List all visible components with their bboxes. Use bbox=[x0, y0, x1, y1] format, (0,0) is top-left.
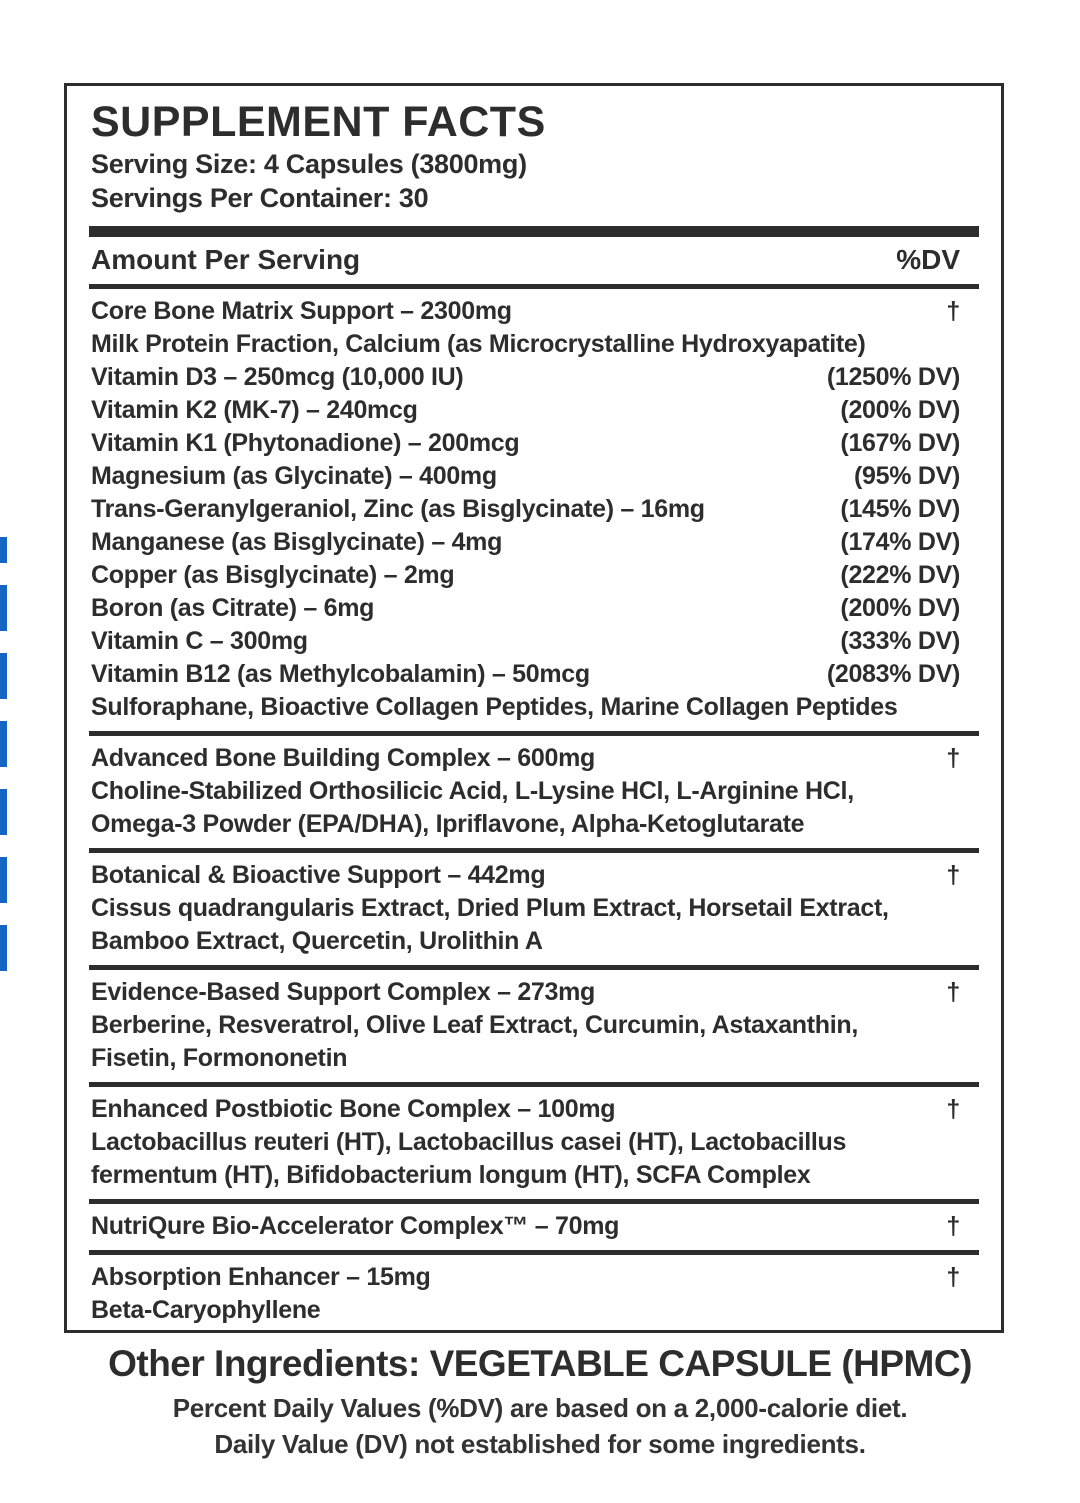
other-ingredients-line: Other Ingredients: VEGETABLE CAPSULE (HPMC) bbox=[108, 1343, 972, 1384]
ingredient-dv-value: (1250% DV) bbox=[826, 363, 960, 392]
ingredient-row bbox=[89, 1009, 979, 1042]
servings-per-container: Servings Per Container: 30 bbox=[91, 183, 429, 214]
ingredient-name: Advanced Bone Building Complex – 600mg bbox=[91, 744, 595, 773]
ingredient-dv-value: † bbox=[946, 1263, 960, 1292]
ingredient-row bbox=[89, 808, 979, 841]
ingredient-name: Magnesium (as Glycinate) – 400mg bbox=[91, 462, 497, 491]
ingredient-name: Choline-Stabilized Orthosilicic Acid, L-Lysine HCl, L-Arginine HCl, bbox=[91, 777, 854, 806]
ingredient-dv-value: † bbox=[946, 861, 960, 890]
ingredient-section bbox=[89, 289, 979, 731]
ingredient-section bbox=[89, 965, 979, 1082]
ingredient-name: Omega-3 Powder (EPA/DHA), Ipriflavone, Alpha-Ketoglutarate bbox=[91, 810, 805, 839]
ingredient-row bbox=[89, 460, 979, 493]
ingredient-row bbox=[89, 394, 979, 427]
ingredient-dv-value: (174% DV) bbox=[840, 528, 960, 557]
ingredient-name: Vitamin K2 (MK-7) – 240mcg bbox=[91, 396, 418, 425]
ingredient-dv-value: † bbox=[946, 744, 960, 773]
ingredient-name: fermentum (HT), Bifidobacterium longum (HT), SCFA Complex bbox=[91, 1161, 811, 1190]
ingredient-row bbox=[89, 559, 979, 592]
footnote-dv-not-established: Daily Value (DV) not established for some ingredients. bbox=[214, 1429, 866, 1459]
ingredient-name: Evidence-Based Support Complex – 273mg bbox=[91, 978, 596, 1007]
ingredient-dv-value: (333% DV) bbox=[840, 627, 960, 656]
ingredient-name: Vitamin B12 (as Methylcobalamin) – 50mcg bbox=[91, 660, 590, 689]
ingredient-section bbox=[89, 731, 979, 848]
footer bbox=[0, 1338, 1080, 1462]
ingredient-name: Botanical & Bioactive Support – 442mg bbox=[91, 861, 546, 890]
ingredient-row bbox=[89, 328, 979, 361]
ingredient-dv-value: † bbox=[946, 297, 960, 326]
ingredient-dv-value: (222% DV) bbox=[840, 561, 960, 590]
supplement-facts-panel bbox=[64, 83, 1004, 1333]
ingredient-dv-value: † bbox=[946, 1212, 960, 1241]
ingredient-name: Vitamin D3 – 250mcg (10,000 IU) bbox=[91, 363, 464, 392]
ingredient-name: Vitamin C – 300mg bbox=[91, 627, 308, 656]
ingredient-name: Enhanced Postbiotic Bone Complex – 100mg bbox=[91, 1095, 616, 1124]
ingredient-row bbox=[89, 493, 979, 526]
ingredient-row bbox=[89, 427, 979, 460]
edge-dash bbox=[0, 537, 7, 563]
ingredient-row bbox=[89, 1042, 979, 1075]
ingredient-row bbox=[89, 892, 979, 925]
ingredient-row bbox=[89, 526, 979, 559]
ingredient-name: Vitamin K1 (Phytonadione) – 200mcg bbox=[91, 429, 520, 458]
ingredient-row bbox=[89, 361, 979, 394]
ingredient-row bbox=[89, 742, 979, 775]
ingredient-name: Absorption Enhancer – 15mg bbox=[91, 1263, 431, 1292]
ingredient-row bbox=[89, 925, 979, 958]
ingredient-section bbox=[89, 1250, 979, 1334]
ingredient-name: Fisetin, Formononetin bbox=[91, 1044, 348, 1073]
ingredient-name: Sulforaphane, Bioactive Collagen Peptides, Marine Collagen Peptides bbox=[91, 693, 898, 722]
ingredient-row bbox=[89, 625, 979, 658]
ingredient-dv-value: † bbox=[946, 978, 960, 1007]
edge-dash bbox=[0, 857, 7, 903]
ingredient-row bbox=[89, 295, 979, 328]
ingredient-name: Bamboo Extract, Quercetin, Urolithin A bbox=[91, 927, 543, 956]
ingredient-name: NutriQure Bio-Accelerator Complex™ – 70mg bbox=[91, 1212, 620, 1241]
ingredient-dv-value: (95% DV) bbox=[854, 462, 960, 491]
left-edge-dash-accent bbox=[0, 537, 7, 971]
column-header-row bbox=[89, 237, 979, 284]
ingredient-section bbox=[89, 848, 979, 965]
ingredient-name: Milk Protein Fraction, Calcium (as Microcrystalline Hydroxyapatite) bbox=[91, 330, 866, 359]
edge-dash bbox=[0, 653, 7, 699]
ingredient-row bbox=[89, 691, 979, 724]
serving-size: Serving Size: 4 Capsules (3800mg) bbox=[91, 149, 527, 180]
ingredient-dv-value: (145% DV) bbox=[840, 495, 960, 524]
ingredient-dv-value: (200% DV) bbox=[840, 396, 960, 425]
ingredient-row bbox=[89, 1159, 979, 1192]
ingredient-row bbox=[89, 658, 979, 691]
ingredient-name: Beta-Caryophyllene bbox=[91, 1296, 321, 1325]
ingredient-name: Cissus quadrangularis Extract, Dried Plum Extract, Horsetail Extract, bbox=[91, 894, 889, 923]
ingredient-dv-value: (2083% DV) bbox=[826, 660, 960, 689]
edge-dash bbox=[0, 925, 7, 971]
ingredient-row bbox=[89, 1093, 979, 1126]
panel-title: SUPPLEMENT FACTS bbox=[91, 98, 546, 146]
ingredient-row bbox=[89, 1294, 979, 1327]
ingredient-row bbox=[89, 859, 979, 892]
footnote-daily-values: Percent Daily Values (%DV) are based on a 2,000-calorie diet. bbox=[172, 1393, 908, 1423]
ingredient-name: Copper (as Bisglycinate) – 2mg bbox=[91, 561, 455, 590]
ingredient-dv-value: (167% DV) bbox=[840, 429, 960, 458]
edge-dash bbox=[0, 721, 7, 767]
ingredient-sections bbox=[89, 289, 979, 1334]
edge-dash bbox=[0, 585, 7, 631]
ingredient-name: Manganese (as Bisglycinate) – 4mg bbox=[91, 528, 503, 557]
ingredient-row bbox=[89, 775, 979, 808]
ingredient-name: Berberine, Resveratrol, Olive Leaf Extract, Curcumin, Astaxanthin, bbox=[91, 1011, 859, 1040]
ingredient-name: Trans-Geranylgeraniol, Zinc (as Bisglycinate) – 16mg bbox=[91, 495, 705, 524]
ingredient-row bbox=[89, 1261, 979, 1294]
ingredient-row bbox=[89, 592, 979, 625]
column-header-amount: Amount Per Serving bbox=[91, 244, 361, 276]
ingredient-row bbox=[89, 976, 979, 1009]
ingredient-name: Lactobacillus reuteri (HT), Lactobacillus casei (HT), Lactobacillus bbox=[91, 1128, 847, 1157]
ingredient-dv-value: † bbox=[946, 1095, 960, 1124]
ingredient-section bbox=[89, 1082, 979, 1199]
ingredient-row bbox=[89, 1210, 979, 1243]
divider-thick bbox=[89, 226, 979, 237]
column-header-dv: %DV bbox=[896, 244, 960, 276]
ingredient-section bbox=[89, 1199, 979, 1250]
ingredient-row bbox=[89, 1126, 979, 1159]
ingredient-name: Core Bone Matrix Support – 2300mg bbox=[91, 297, 512, 326]
edge-dash bbox=[0, 789, 7, 835]
ingredient-name: Boron (as Citrate) – 6mg bbox=[91, 594, 375, 623]
ingredient-dv-value: (200% DV) bbox=[840, 594, 960, 623]
